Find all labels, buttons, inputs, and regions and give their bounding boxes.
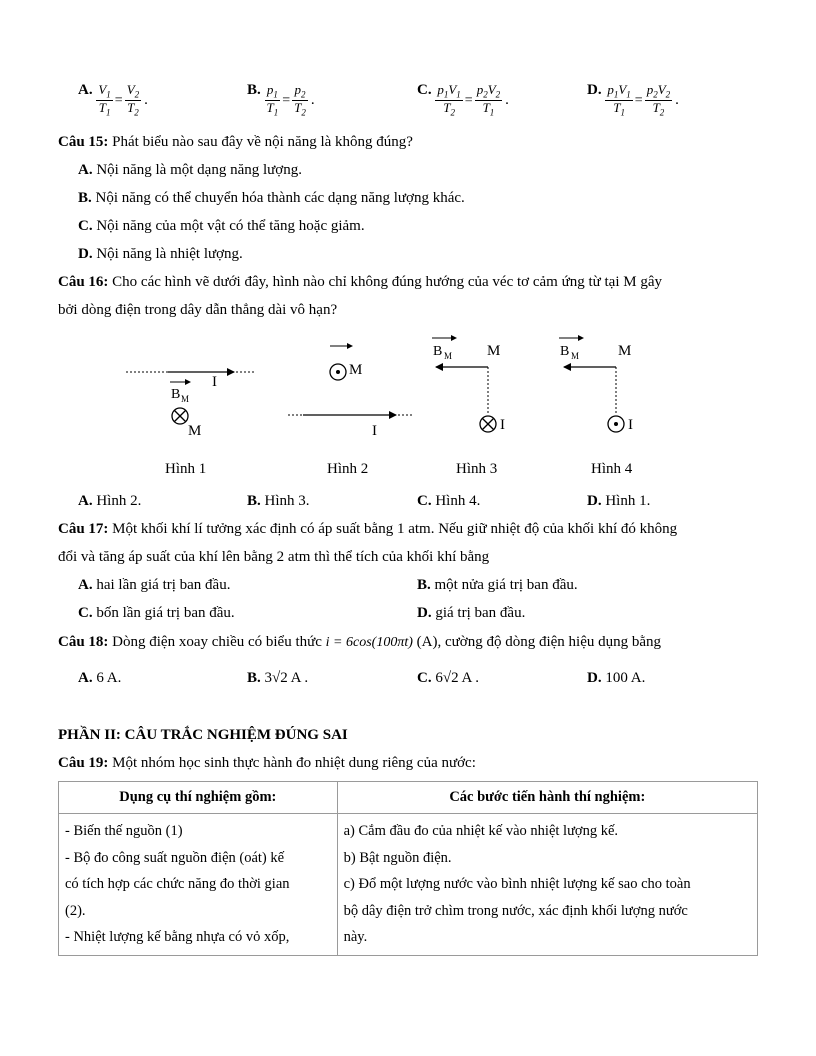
q14-option-d bbox=[587, 82, 679, 118]
q15-option-a: A. Nội năng là một dạng năng lượng. bbox=[78, 162, 302, 178]
svg-text:I: I bbox=[372, 423, 377, 439]
svg-text:M: M bbox=[571, 351, 580, 361]
figure-caption: Hình 3 bbox=[456, 461, 498, 477]
current-label: I bbox=[212, 374, 217, 390]
q17-option-d: D. giá trị ban đầu. bbox=[417, 605, 526, 621]
q17-option-c: C. bốn lần giá trị ban đầu. bbox=[78, 605, 235, 621]
option-label: B. bbox=[247, 82, 261, 98]
figure-2 bbox=[288, 346, 414, 477]
question-text: Cho các hình vẽ dưới đây, hình nào chỉ không đúng hướng của véc tơ cảm ứng từ tại M gây bbox=[108, 274, 662, 290]
formula: $\frac{V_1}{T_1}$ = $\frac{V_2}{T_2}$ . bbox=[98, 82, 148, 118]
figure-caption: Hình 1 bbox=[165, 461, 207, 477]
q16-option-a: A. Hình 2. bbox=[78, 493, 142, 509]
question-text: Phát biểu nào sau đây về nội năng là không đúng? bbox=[108, 134, 413, 150]
q15-option-d: D. Nội năng là nhiệt lượng. bbox=[78, 246, 243, 262]
question-label: Câu 16: bbox=[58, 274, 109, 290]
q16-option-c: C. Hình 4. bbox=[417, 493, 481, 509]
table-header: Dụng cụ thí nghiệm gồm: bbox=[59, 782, 338, 814]
question-label: Câu 18: bbox=[58, 634, 109, 650]
question-16-line2: bởi dòng điện trong dây dẫn thẳng dài vô hạn? bbox=[58, 302, 338, 318]
q18-option-d: D. 100 A. bbox=[587, 670, 646, 686]
question-17 bbox=[58, 521, 677, 538]
steps-cell: a) Cắm đầu đo của nhiệt kế vào nhiệt lượng kế. b) Bật nguồn điện. c) Đổ một lượng nước vào bình nhiệt lượng kế sao cho toàn bộ dây điện trở chìm trong nước, xác định khối lượng nước này. bbox=[337, 814, 757, 956]
table-row bbox=[59, 814, 758, 956]
question-text: Một nhóm học sinh thực hành đo nhiệt dung riêng của nước: bbox=[108, 755, 476, 771]
svg-text:B: B bbox=[560, 344, 570, 359]
figure-3 bbox=[432, 338, 505, 477]
question-19 bbox=[58, 755, 476, 772]
table-header-row bbox=[59, 782, 758, 814]
svg-text:M: M bbox=[618, 343, 632, 359]
question-label: Câu 19: bbox=[58, 755, 109, 771]
q14-option-b bbox=[247, 82, 315, 118]
svg-text:I: I bbox=[628, 417, 633, 433]
figure-4 bbox=[559, 338, 633, 477]
b-vector-label: B bbox=[171, 387, 181, 402]
question-17-line2: đổi và tăng áp suất của khí lên bằng 2 atm thì thể tích của khối khí bằng bbox=[58, 549, 490, 565]
equipment-cell: - Biến thế nguồn (1) - Bộ đo công suất nguồn điện (oát) kế có tích hợp các chức năng đo thời gian (2). - Nhiệt lượng kế bằng nhựa có vỏ xốp, bbox=[59, 814, 338, 956]
formula: $\frac{p_1}{T_1}$ = $\frac{p_2}{T_2}$ . bbox=[266, 82, 315, 118]
q17-option-b: B. một nửa giá trị ban đầu. bbox=[417, 577, 578, 593]
question-18: Câu 18: Dòng điện xoay chiều có biểu thức i = 6cos(100πt) (A), cường độ dòng điện hiệu dụng bằng bbox=[58, 634, 662, 650]
option-label: D. bbox=[587, 82, 602, 98]
q14-option-a bbox=[78, 82, 148, 118]
point-m-label: M bbox=[188, 423, 202, 439]
svg-text:B: B bbox=[433, 344, 443, 359]
q18-option-a: A. 6 A. bbox=[78, 670, 122, 686]
experiment-table bbox=[58, 781, 758, 956]
question-label: Câu 17: bbox=[58, 521, 109, 537]
formula: $\frac{p_1V_1}{T_2}$ = $\frac{p_2V_2}{T_1}$ . bbox=[437, 82, 509, 118]
figure-1 bbox=[126, 372, 254, 477]
figure-caption: Hình 2 bbox=[327, 461, 369, 477]
current-formula: i = 6cos(100πt) bbox=[325, 635, 413, 650]
figure-caption: Hình 4 bbox=[591, 461, 633, 477]
part-2-title: PHẦN II: CÂU TRẮC NGHIỆM ĐÚNG SAI bbox=[58, 727, 348, 743]
option-label: C. bbox=[417, 82, 432, 98]
q15-option-b: B. Nội năng có thể chuyển hóa thành các dạng năng lượng khác. bbox=[78, 190, 465, 206]
option-label: A. bbox=[78, 82, 93, 98]
svg-text:I: I bbox=[500, 417, 505, 433]
q17-option-a: A. hai lần giá trị ban đầu. bbox=[78, 577, 231, 593]
svg-text:M: M bbox=[487, 343, 501, 359]
q18-option-b: B. 3√2 A . bbox=[247, 670, 309, 686]
q16-option-b: B. Hình 3. bbox=[247, 493, 310, 509]
formula: $\frac{p_1V_1}{T_1}$ = $\frac{p_2V_2}{T_2}$ . bbox=[607, 82, 679, 118]
svg-text:M: M bbox=[181, 394, 190, 404]
q15-option-c: C. Nội năng của một vật có thể tăng hoặc giảm. bbox=[78, 218, 365, 234]
question-15 bbox=[58, 134, 413, 151]
svg-text:M: M bbox=[444, 351, 453, 361]
svg-text:M: M bbox=[349, 362, 363, 378]
table-header: Các bước tiến hành thí nghiệm: bbox=[337, 782, 757, 814]
magnetic-field-figures bbox=[0, 330, 816, 485]
q18-option-c: C. 6√2 A . bbox=[417, 670, 480, 686]
q14-option-c bbox=[417, 82, 509, 118]
question-16 bbox=[58, 274, 662, 291]
q16-option-d: D. Hình 1. bbox=[587, 493, 651, 509]
question-label: Câu 15: bbox=[58, 134, 109, 150]
question-text: Một khối khí lí tưởng xác định có áp suất bằng 1 atm. Nếu giữ nhiệt độ của khối khí đó không bbox=[108, 521, 678, 537]
